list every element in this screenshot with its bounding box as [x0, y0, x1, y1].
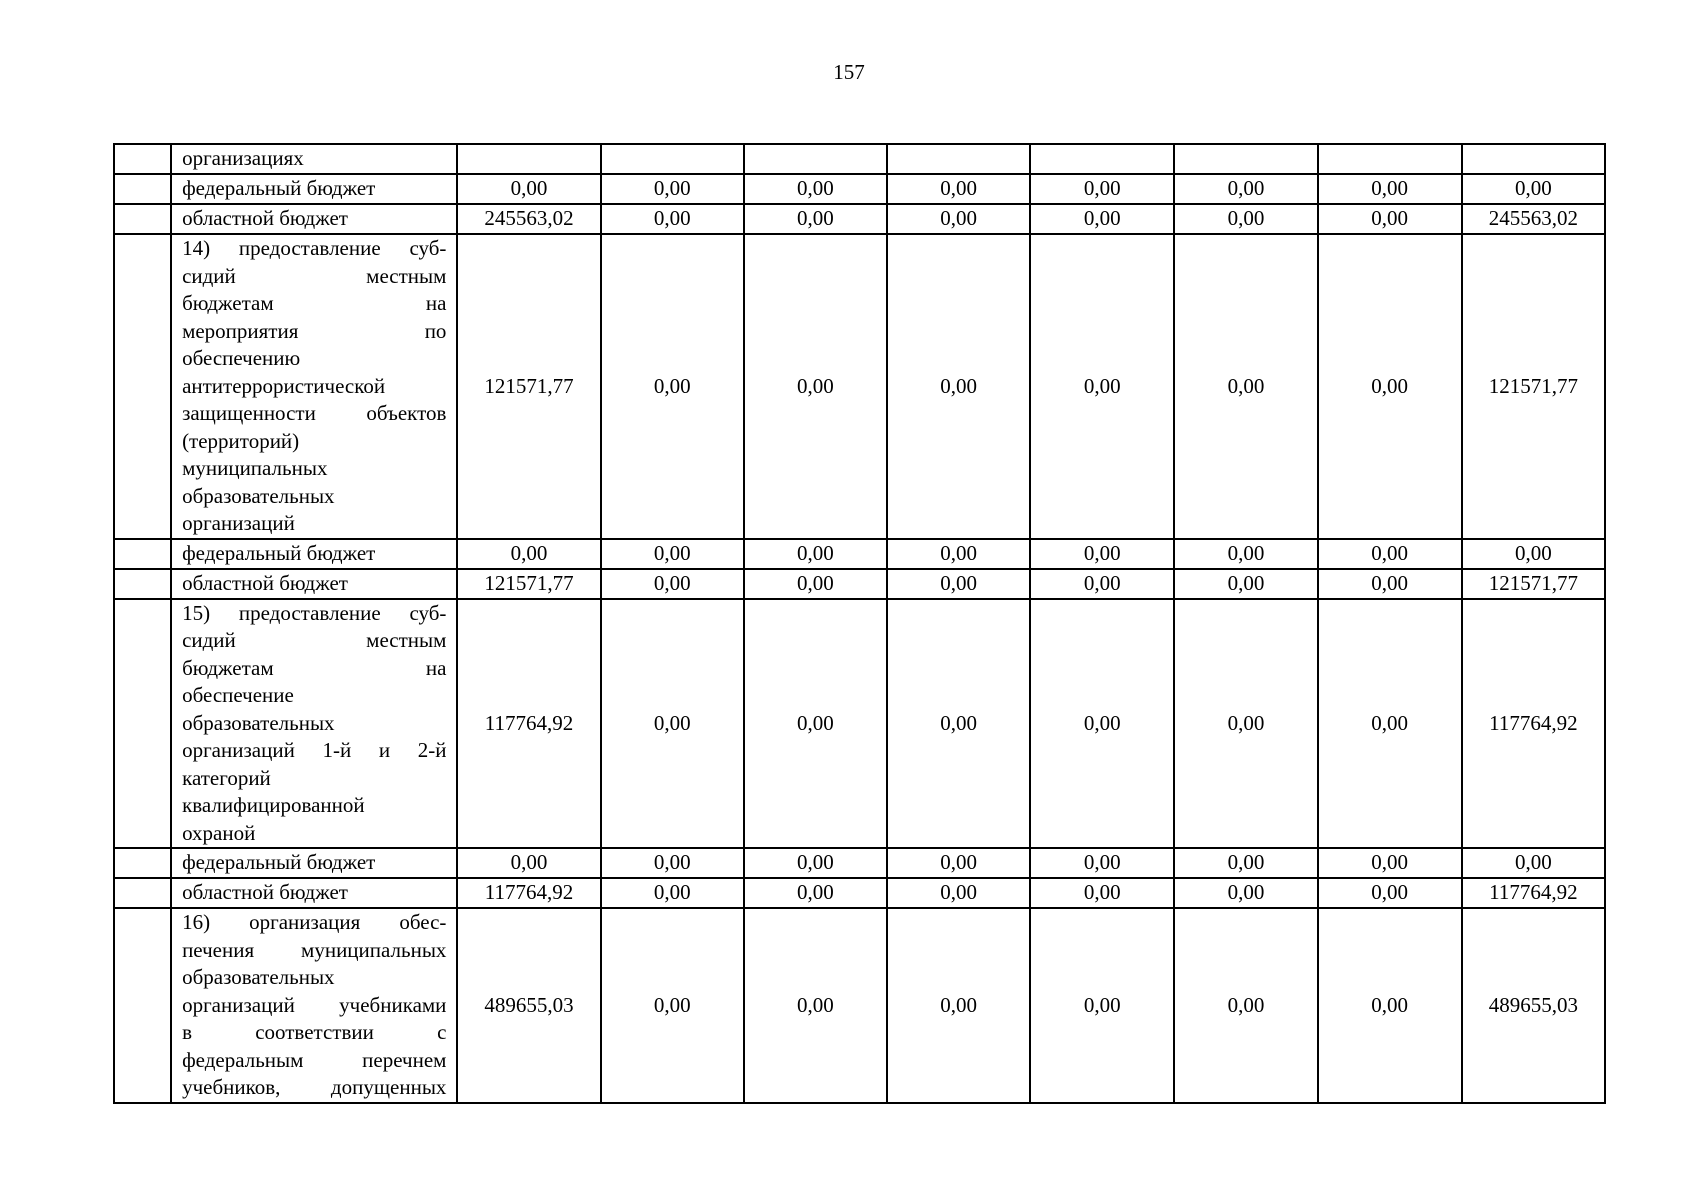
description-line: квалифицированной	[182, 793, 365, 817]
value-cell: 0,00	[457, 539, 600, 569]
table-row	[114, 569, 1605, 599]
value-cell: 489655,03	[457, 908, 600, 1103]
value-cell: 0,00	[1030, 174, 1174, 204]
row-number-cell	[114, 878, 171, 908]
value-cell: 117764,92	[1462, 599, 1605, 849]
value-cell: 0,00	[887, 569, 1030, 599]
value-cell: 0,00	[601, 539, 744, 569]
row-number-cell	[114, 569, 171, 599]
table-row	[114, 174, 1605, 204]
value-cell: 121571,77	[1462, 234, 1605, 539]
description-cell	[171, 174, 457, 204]
description-line: федеральным перечнем	[182, 1047, 447, 1072]
value-cell: 0,00	[457, 848, 600, 878]
description-cell	[171, 878, 457, 908]
description-line: муниципальных	[182, 456, 328, 480]
value-cell: 0,00	[1030, 234, 1174, 539]
description-line: в соответствии с	[182, 1020, 447, 1044]
description-line: охраной	[182, 820, 256, 845]
description-line: областной бюджет	[182, 570, 348, 595]
value-cell: 0,00	[601, 599, 744, 849]
description-line: 16) организация обес-	[182, 910, 447, 934]
value-cell: 0,00	[1318, 234, 1462, 539]
value-cell: 0,00	[887, 174, 1030, 204]
description-line: федеральный бюджет	[182, 540, 376, 565]
value-cell: 0,00	[1318, 599, 1462, 849]
description-line: защищенности объектов	[182, 401, 447, 425]
value-cell: 0,00	[601, 878, 744, 908]
description-cell	[171, 908, 457, 1103]
value-cell: 121571,77	[457, 569, 600, 599]
value-cell	[1174, 144, 1317, 174]
value-cell: 0,00	[887, 878, 1030, 908]
description-cell	[171, 569, 457, 599]
value-cell: 0,00	[1030, 539, 1174, 569]
value-cell: 0,00	[601, 204, 744, 234]
value-cell: 0,00	[1318, 204, 1462, 234]
value-cell: 0,00	[744, 539, 887, 569]
value-cell: 0,00	[1318, 174, 1462, 204]
description-line: печения муниципальных	[182, 937, 447, 962]
page-number: 157	[833, 60, 865, 84]
value-cell: 489655,03	[1462, 908, 1605, 1103]
row-number-cell	[114, 234, 171, 539]
value-cell: 0,00	[744, 599, 887, 849]
value-cell: 0,00	[1030, 878, 1174, 908]
value-cell: 0,00	[1462, 848, 1605, 878]
value-cell: 0,00	[887, 848, 1030, 878]
description-line: 15) предоставление суб-	[182, 600, 447, 625]
description-line: федеральный бюджет	[182, 850, 376, 874]
value-cell: 0,00	[1318, 848, 1462, 878]
description-cell	[171, 204, 457, 234]
table-row	[114, 144, 1605, 174]
value-cell: 0,00	[1318, 878, 1462, 908]
value-cell: 0,00	[1174, 599, 1317, 849]
value-cell	[744, 144, 887, 174]
value-cell: 0,00	[1462, 539, 1605, 569]
description-cell	[171, 848, 457, 878]
value-cell: 0,00	[457, 174, 600, 204]
value-cell: 0,00	[887, 599, 1030, 849]
row-number-cell	[114, 848, 171, 878]
description-line: сидий местным	[182, 263, 447, 288]
value-cell: 0,00	[1318, 539, 1462, 569]
value-cell: 0,00	[744, 908, 887, 1103]
description-line: 14) предоставление суб-	[182, 236, 447, 260]
row-number-cell	[114, 599, 171, 849]
value-cell: 0,00	[1318, 908, 1462, 1103]
value-cell: 0,00	[1174, 569, 1317, 599]
row-number-cell	[114, 204, 171, 234]
value-cell: 121571,77	[457, 234, 600, 539]
description-line: (территорий)	[182, 428, 300, 453]
value-cell: 0,00	[887, 234, 1030, 539]
description-cell	[171, 144, 457, 174]
value-cell: 0,00	[1174, 234, 1317, 539]
value-cell: 0,00	[601, 234, 744, 539]
value-cell: 117764,92	[457, 878, 600, 908]
row-number-cell	[114, 174, 171, 204]
value-cell: 0,00	[1174, 878, 1317, 908]
value-cell: 0,00	[1030, 204, 1174, 234]
value-cell	[1030, 144, 1174, 174]
value-cell: 0,00	[744, 234, 887, 539]
value-cell: 117764,92	[1462, 878, 1605, 908]
description-line: антитеррористической	[182, 373, 386, 398]
value-cell: 0,00	[744, 848, 887, 878]
description-line: областной бюджет	[182, 206, 348, 230]
value-cell: 0,00	[1174, 908, 1317, 1103]
value-cell: 0,00	[1462, 174, 1605, 204]
value-cell: 0,00	[1030, 599, 1174, 849]
value-cell: 0,00	[601, 174, 744, 204]
value-cell: 117764,92	[457, 599, 600, 849]
value-cell: 0,00	[744, 204, 887, 234]
description-line: организаций	[182, 511, 295, 535]
description-line: организаций учебниками	[182, 992, 447, 1017]
value-cell: 0,00	[1030, 908, 1174, 1103]
value-cell: 0,00	[887, 539, 1030, 569]
description-line: сидий местным	[182, 628, 447, 652]
row-number-cell	[114, 539, 171, 569]
table-row	[114, 878, 1605, 908]
description-line: бюджетам на	[182, 655, 447, 680]
table-row	[114, 599, 1605, 849]
value-cell: 0,00	[1174, 204, 1317, 234]
table-row	[114, 908, 1605, 1103]
value-cell: 0,00	[601, 908, 744, 1103]
table-row	[114, 848, 1605, 878]
value-cell: 0,00	[1174, 174, 1317, 204]
description-line: мероприятия по	[182, 318, 447, 343]
description-line: федеральный бюджет	[182, 176, 376, 200]
value-cell: 0,00	[744, 569, 887, 599]
value-cell: 0,00	[1318, 569, 1462, 599]
description-line: категорий	[182, 765, 271, 790]
description-line: организациях	[182, 146, 304, 170]
description-line: бюджетам на	[182, 291, 447, 315]
value-cell: 245563,02	[1462, 204, 1605, 234]
description-cell	[171, 539, 457, 569]
value-cell: 0,00	[744, 174, 887, 204]
table-row	[114, 204, 1605, 234]
value-cell: 0,00	[1030, 848, 1174, 878]
description-line: образовательных	[182, 965, 335, 989]
row-number-cell	[114, 144, 171, 174]
value-cell: 0,00	[887, 908, 1030, 1103]
description-line: областной бюджет	[182, 880, 348, 904]
value-cell: 245563,02	[457, 204, 600, 234]
description-line: организаций 1-й и 2-й	[182, 738, 447, 762]
value-cell	[457, 144, 600, 174]
description-line: учебников, допущенных	[182, 1075, 447, 1099]
value-cell: 121571,77	[1462, 569, 1605, 599]
value-cell: 0,00	[1174, 539, 1317, 569]
value-cell: 0,00	[601, 848, 744, 878]
table-row	[114, 234, 1605, 539]
value-cell: 0,00	[887, 204, 1030, 234]
description-line: обеспечение	[182, 683, 294, 707]
table-row	[114, 539, 1605, 569]
description-cell	[171, 599, 457, 849]
value-cell	[601, 144, 744, 174]
row-number-cell	[114, 908, 171, 1103]
value-cell: 0,00	[1174, 848, 1317, 878]
value-cell	[1462, 144, 1605, 174]
budget-table	[113, 143, 1606, 1104]
description-cell	[171, 234, 457, 539]
value-cell	[1318, 144, 1462, 174]
value-cell: 0,00	[1030, 569, 1174, 599]
value-cell: 0,00	[744, 878, 887, 908]
table-body	[114, 144, 1605, 1103]
value-cell	[887, 144, 1030, 174]
description-line: образовательных	[182, 710, 335, 735]
description-line: обеспечению	[182, 346, 301, 370]
value-cell: 0,00	[601, 569, 744, 599]
description-line: образовательных	[182, 483, 335, 508]
